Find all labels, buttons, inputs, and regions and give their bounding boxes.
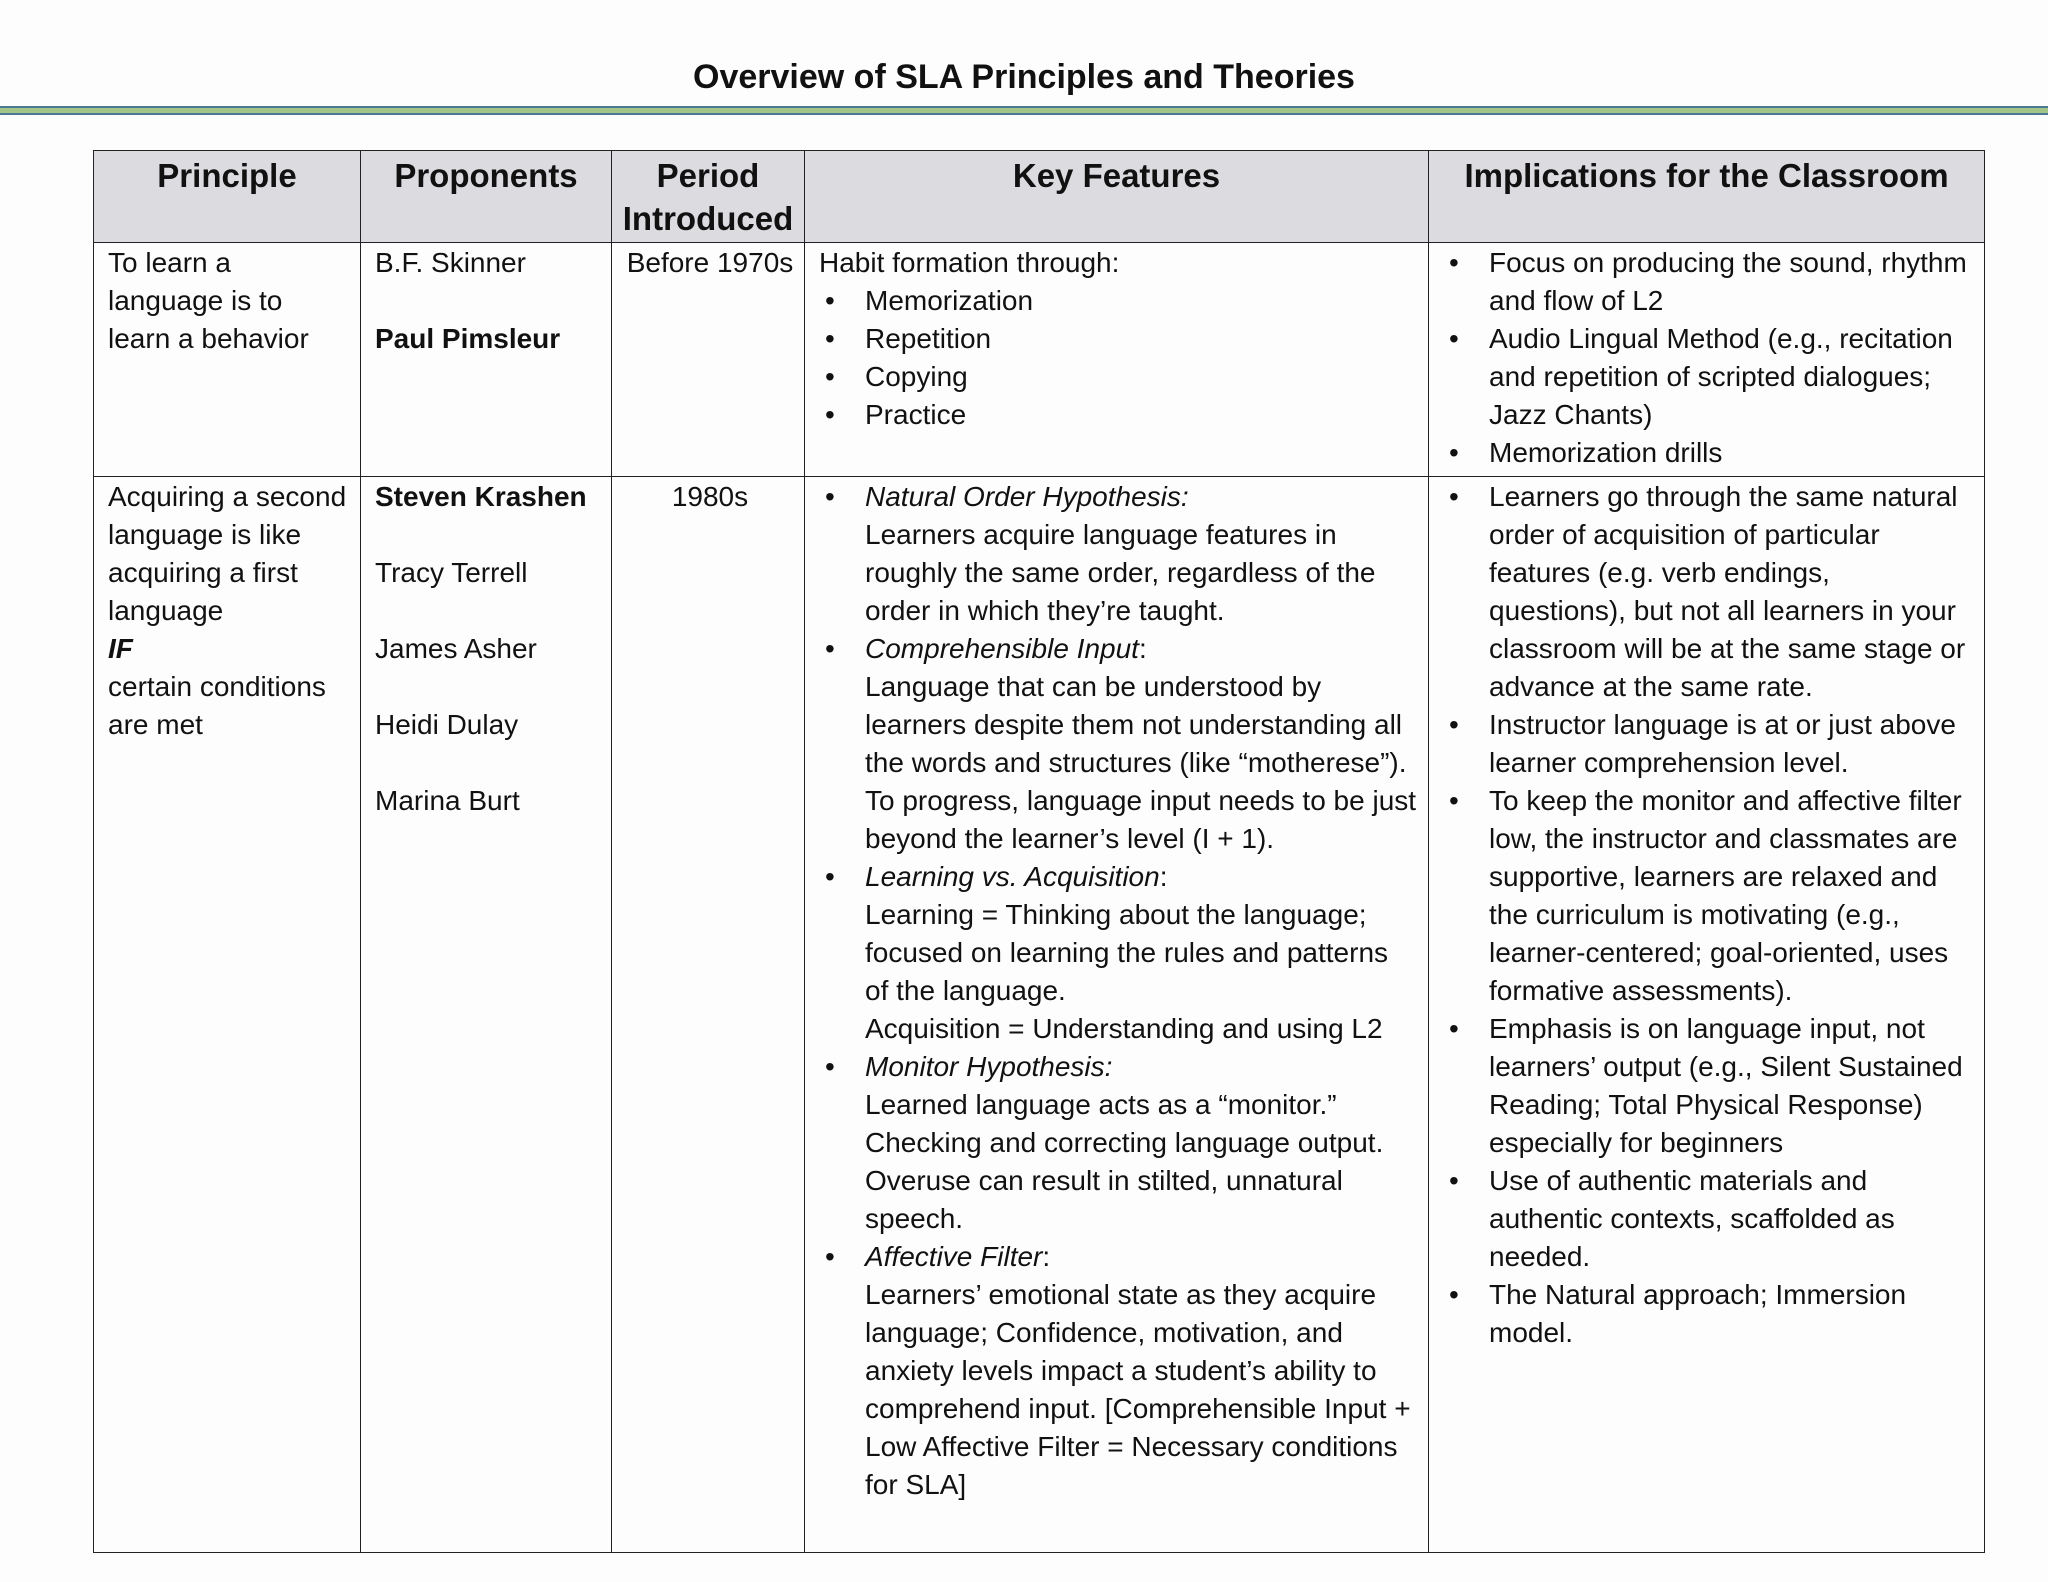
- principle-if: IF: [108, 633, 133, 664]
- row2-implications: [1429, 477, 1985, 1553]
- feature-description: Learners’ emotional state as they acquire language; Confidence, motivation, and anxiety levels impact a student’s ability to comprehend input. [Comprehensible Input + Low Affective Filter = Necessary conditions for SLA]: [865, 1279, 1411, 1500]
- table-row: [94, 243, 1985, 477]
- feature-term: Comprehensible Input: [865, 633, 1139, 664]
- row1-principle: To learn a language is to learn a behavior: [94, 243, 361, 477]
- proponent: Tracy Terrell: [375, 557, 528, 588]
- feature-term-separator: :: [1042, 1241, 1051, 1272]
- list-item: • The Natural approach; Immersion model.: [1443, 1276, 1974, 1352]
- list-item: • Copying: [819, 358, 1418, 396]
- header-principle: Principle: [94, 151, 361, 243]
- list-item: • Emphasis is on language input, not learners’ output (e.g., Silent Sustained Reading; Total Physical Response) especially for beginners: [1443, 1010, 1974, 1162]
- feature-description: Language that can be understood by learners despite them not understanding all the words and structures (like “motherese”). To progress, language input needs to be just beyond the learner’s level (I + 1).: [865, 671, 1417, 854]
- row1-proponents: [361, 243, 612, 477]
- list-item: • To keep the monitor and affective filter low, the instructor and classmates are supportive, learners are relaxed and the curriculum is motivating (e.g., learner-centered; goal-oriented, uses formative assessments).: [1443, 782, 1974, 1010]
- list-item: • Use of authentic materials and authentic contexts, scaffolded as needed.: [1443, 1162, 1974, 1276]
- table-header-row: [94, 151, 1985, 243]
- header-implications: Implications for the Classroom: [1429, 151, 1985, 243]
- header-proponents: Proponents: [361, 151, 612, 243]
- list-item: [819, 858, 1418, 1048]
- list-item: [819, 1238, 1418, 1504]
- feature-description: Learners acquire language features in roughly the same order, regardless of the order in which they’re taught.: [865, 519, 1376, 626]
- feature-term-separator: :: [1138, 633, 1147, 664]
- title-divider: [0, 106, 2048, 115]
- sla-overview-table: [93, 150, 1985, 1553]
- feature-term: Learning vs. Acquisition: [865, 861, 1160, 892]
- proponent: James Asher: [375, 633, 537, 664]
- feature-description: Learning = Thinking about the language; focused on learning the rules and patterns of the language.: [865, 899, 1389, 1006]
- list-item: • Learners go through the same natural order of acquisition of particular features (e.g. verb endings, questions), but not all learners in your classroom will be at the same stage or advance at the same rate.: [1443, 478, 1974, 706]
- principle-condition: certain conditions are met: [108, 671, 326, 740]
- row1-implications: [1429, 243, 1985, 477]
- list-item: • Audio Lingual Method (e.g., recitation and repetition of scripted dialogues; Jazz Chants): [1443, 320, 1974, 434]
- list-item: [819, 630, 1418, 858]
- list-item: • Repetition: [819, 320, 1418, 358]
- proponent: B.F. Skinner: [375, 247, 526, 278]
- principle-text: Acquiring a second language is like acquiring a first language: [108, 481, 347, 626]
- list-item: • Instructor language is at or just above learner comprehension level.: [1443, 706, 1974, 782]
- proponent: Steven Krashen: [375, 481, 587, 512]
- row2-key-features: [805, 477, 1429, 1553]
- row2-principle: [94, 477, 361, 1553]
- feature-term: Affective Filter: [865, 1241, 1043, 1272]
- proponent: Marina Burt: [375, 785, 520, 816]
- features-intro: Habit formation through:: [819, 247, 1120, 278]
- list-item: [819, 478, 1418, 630]
- header-key-features: Key Features: [805, 151, 1429, 243]
- list-item: • Memorization: [819, 282, 1418, 320]
- feature-term: Monitor Hypothesis:: [865, 1051, 1113, 1082]
- proponent: Paul Pimsleur: [375, 323, 561, 354]
- page-title: Overview of SLA Principles and Theories: [693, 58, 1355, 96]
- row2-proponents: [361, 477, 612, 1553]
- feature-term: Natural Order Hypothesis:: [865, 481, 1189, 512]
- row2-period: 1980s: [612, 477, 805, 1553]
- header-period: Period Introduced: [612, 151, 805, 243]
- feature-term-separator: :: [1159, 861, 1168, 892]
- feature-description: Acquisition = Understanding and using L2: [865, 1013, 1383, 1044]
- list-item: • Focus on producing the sound, rhythm and flow of L2: [1443, 244, 1974, 320]
- feature-description: Learned language acts as a “monitor.” Checking and correcting language output. Overuse can result in stilted, unnatural speech.: [865, 1089, 1384, 1234]
- list-item: • Memorization drills: [1443, 434, 1974, 472]
- list-item: [819, 1048, 1418, 1238]
- table-row: [94, 477, 1985, 1553]
- row1-period: Before 1970s: [612, 243, 805, 477]
- row1-key-features: [805, 243, 1429, 477]
- list-item: • Practice: [819, 396, 1418, 434]
- proponent: Heidi Dulay: [375, 709, 519, 740]
